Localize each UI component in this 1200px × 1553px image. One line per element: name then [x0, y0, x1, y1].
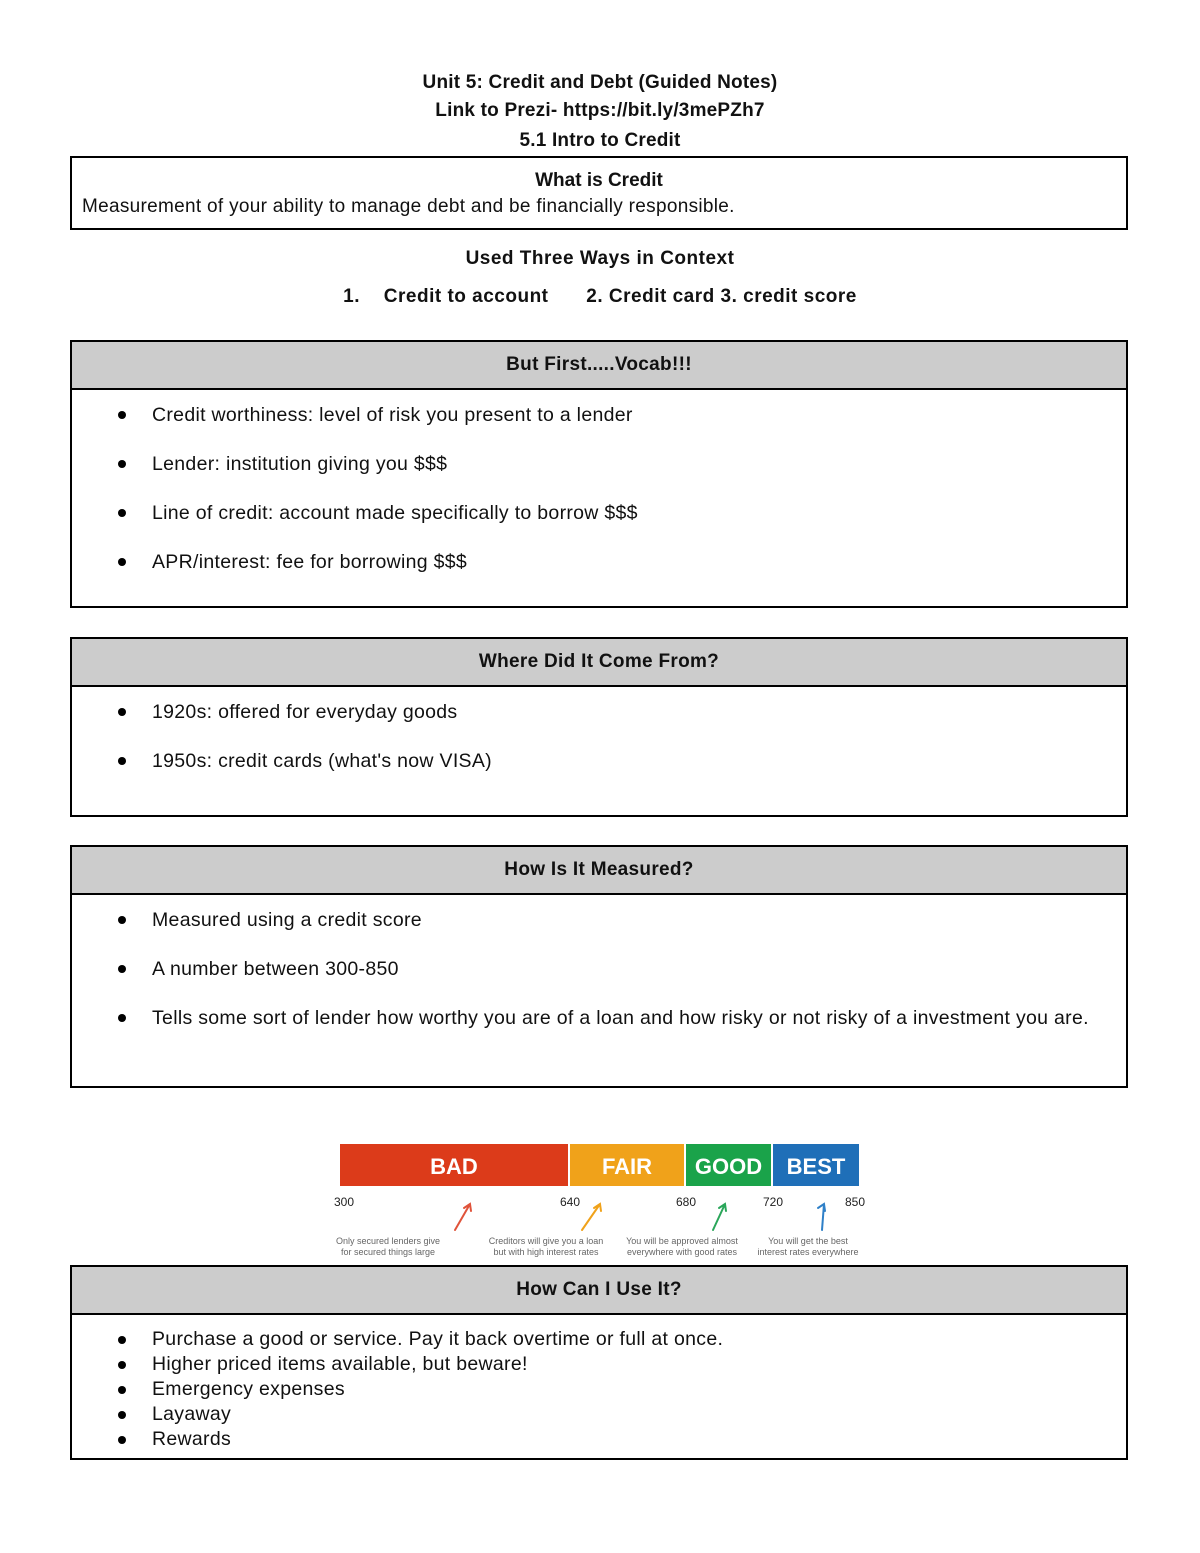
page-title: Unit 5: Credit and Debt (Guided Notes) [422, 72, 778, 93]
list-item: Higher priced items available, but beware! [72, 1352, 1112, 1377]
origin-box [70, 637, 1128, 817]
bullet-icon [118, 1411, 126, 1419]
origin-list [72, 687, 1126, 774]
bullet-icon [118, 708, 126, 716]
bullet-icon [118, 1361, 126, 1369]
score-note-text: You will get the best [768, 1236, 848, 1246]
arrow-up-icon [818, 1204, 825, 1230]
score-tick-label: 640 [559, 1195, 581, 1209]
context-item-1: Credit to account [383, 286, 549, 307]
bullet-icon [118, 1436, 126, 1444]
score-band-label: FAIR [601, 1154, 653, 1179]
three-ways-list [0, 286, 1200, 308]
prezi-link[interactable]: Link to Prezi- https://bit.ly/3mePZh7 [435, 100, 765, 121]
score-band-label: GOOD [694, 1154, 763, 1179]
bullet-icon [118, 1336, 126, 1344]
what-is-credit-box [70, 156, 1128, 230]
what-is-credit-title: What is Credit [535, 170, 663, 191]
score-note-text: but with high interest rates [493, 1247, 599, 1257]
bullet-icon [118, 1014, 126, 1022]
bullet-icon [118, 1386, 126, 1394]
list-item: Measured using a credit score [72, 907, 1112, 933]
origin-heading: Where Did It Come From? [72, 639, 1126, 687]
context-item-2-3: 2. Credit card 3. credit score [586, 286, 857, 307]
measured-box [70, 845, 1128, 1088]
list-item: Line of credit: account made specifically to borrow $$$ [72, 500, 1112, 526]
arrow-up-icon [582, 1204, 601, 1230]
list-item: Purchase a good or service. Pay it back overtime or full at once. [72, 1327, 1112, 1352]
bullet-icon [118, 757, 126, 765]
bullet-icon [118, 916, 126, 924]
list-item: APR/interest: fee for borrowing $$$ [72, 549, 1112, 575]
bullet-icon [118, 509, 126, 517]
bullet-icon [118, 558, 126, 566]
list-item: Emergency expenses [72, 1377, 1112, 1402]
bullet-icon [118, 460, 126, 468]
measured-list [72, 895, 1126, 1031]
vocab-list [72, 390, 1126, 575]
score-note-text: Only secured lenders give [335, 1236, 441, 1246]
score-note-text: everywhere with good rates [626, 1247, 738, 1257]
context-heading: Used Three Ways in Context [465, 248, 735, 269]
context-item-1-number: 1. [343, 286, 360, 307]
section-title: 5.1 Intro to Credit [519, 130, 681, 151]
bullet-icon [118, 411, 126, 419]
list-item: Lender: institution giving you $$$ [72, 451, 1112, 477]
usage-list [72, 1315, 1126, 1452]
arrow-up-icon [455, 1204, 471, 1230]
list-item: 1950s: credit cards (what's now VISA) [72, 748, 1112, 774]
score-band-label: BEST [786, 1154, 846, 1179]
usage-heading: How Can I Use It? [72, 1267, 1126, 1315]
arrow-up-icon [713, 1204, 726, 1230]
usage-box [70, 1265, 1128, 1460]
credit-score-scale [330, 1138, 870, 1262]
score-tick-label: 850 [844, 1195, 866, 1209]
vocab-heading: But First.....Vocab!!! [72, 342, 1126, 390]
list-item: Credit worthiness: level of risk you present to a lender [72, 402, 1112, 428]
score-band-label: BAD [430, 1154, 478, 1179]
score-note-text: interest rates everywhere [757, 1247, 859, 1257]
credit-definition: Measurement of your ability to manage debt and be financially responsible. [82, 196, 735, 217]
list-item: Rewards [72, 1427, 1112, 1452]
list-item: A number between 300-850 [72, 956, 1112, 982]
score-tick-label: 720 [762, 1195, 784, 1209]
bullet-icon [118, 965, 126, 973]
list-item: 1920s: offered for everyday goods [72, 699, 1112, 725]
measured-heading: How Is It Measured? [72, 847, 1126, 895]
score-tick-label: 680 [675, 1195, 697, 1209]
score-tick-label: 300 [333, 1195, 355, 1209]
score-note-text: Creditors will give you a loan [488, 1236, 604, 1246]
vocab-box [70, 340, 1128, 608]
list-item: Layaway [72, 1402, 1112, 1427]
list-item: Tells some sort of lender how worthy you are of a loan and how risky or not risky of a investment you are. [72, 1005, 1112, 1031]
score-note-text: You will be approved almost [626, 1236, 738, 1246]
score-note-text: for secured things large [340, 1247, 436, 1257]
